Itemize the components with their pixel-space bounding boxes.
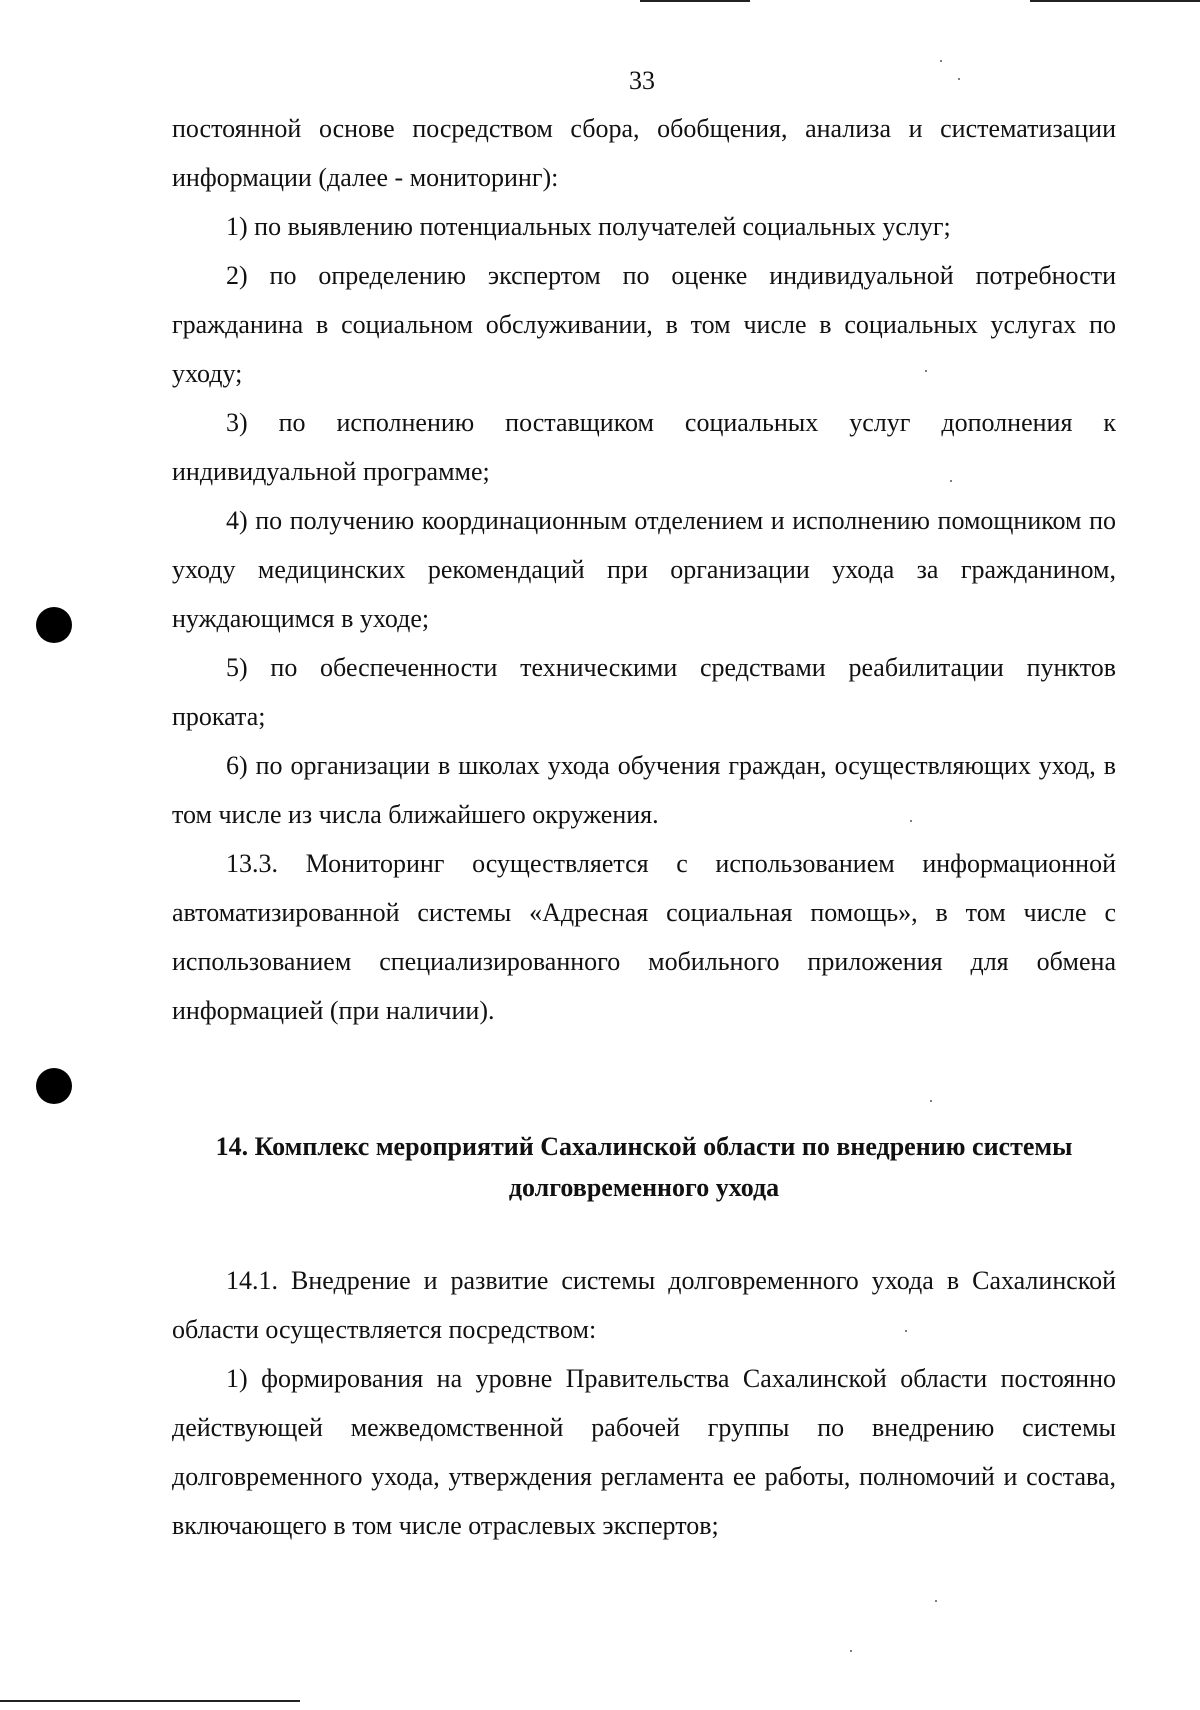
scan-artifact-bottom-line (0, 1700, 300, 1702)
paragraph: 14.1. Внедрение и развитие системы долговременного ухода в Сахалинской области осуществляется посредством: (172, 1266, 1116, 1344)
section-heading-line-2: долговременного ухода (508, 1173, 780, 1202)
paragraph: 2) по определению экспертом по оценке индивидуальной потребности гражданина в социальном обслуживании, в том числе в социальных услугах по уходу; (172, 261, 1116, 388)
scan-artifact-top-line (640, 0, 750, 2)
scan-speck (935, 1600, 937, 1602)
page-number: 33 (629, 66, 655, 95)
punch-hole-upper (36, 607, 72, 643)
paragraph-group-top (172, 104, 1116, 1035)
paragraph: 6) по организации в школах ухода обучения граждан, осуществляющих уход, в том числе из числа ближайшего окружения. (172, 751, 1116, 829)
section-heading (172, 1126, 1116, 1208)
scan-speck (850, 1650, 852, 1652)
paragraph-group-bottom (172, 1256, 1116, 1550)
paragraph: постоянной основе посредством сбора, обобщения, анализа и систематизации информации (далее - мониторинг): (172, 114, 1116, 192)
scan-speck (940, 60, 942, 62)
punch-hole-lower (36, 1068, 72, 1104)
paragraph: 5) по обеспеченности техническими средствами реабилитации пунктов проката; (172, 653, 1116, 731)
paragraph: 1) формирования на уровне Правительства Сахалинской области постоянно действующей межведомственной рабочей группы по внедрению системы долговременного ухода, утверждения регламента ее работы, полномочий и состава, включающего в том числе отраслевых экспертов; (172, 1364, 1116, 1540)
section-heading-line-1: 14. Комплекс мероприятий Сахалинской области по внедрению системы (215, 1132, 1073, 1161)
scan-artifact-top-right-line (1030, 0, 1200, 2)
paragraph: 1) по выявлению потенциальных получателей социальных услуг; (226, 212, 951, 241)
paragraph: 4) по получению координационным отделением и исполнению помощником по уходу медицинских рекомендаций при организации ухода за гражданином, нуждающимся в уходе; (172, 506, 1116, 633)
document-body (172, 104, 1116, 1550)
paragraph: 13.3. Мониторинг осуществляется с использованием информационной автоматизированной системы «Адресная социальная помощь», в том числе с использованием специализированного мобильного приложения для обмена информацией (при наличии). (172, 849, 1116, 1025)
paragraph: 3) по исполнению поставщиком социальных услуг дополнения к индивидуальной программе; (172, 408, 1116, 486)
